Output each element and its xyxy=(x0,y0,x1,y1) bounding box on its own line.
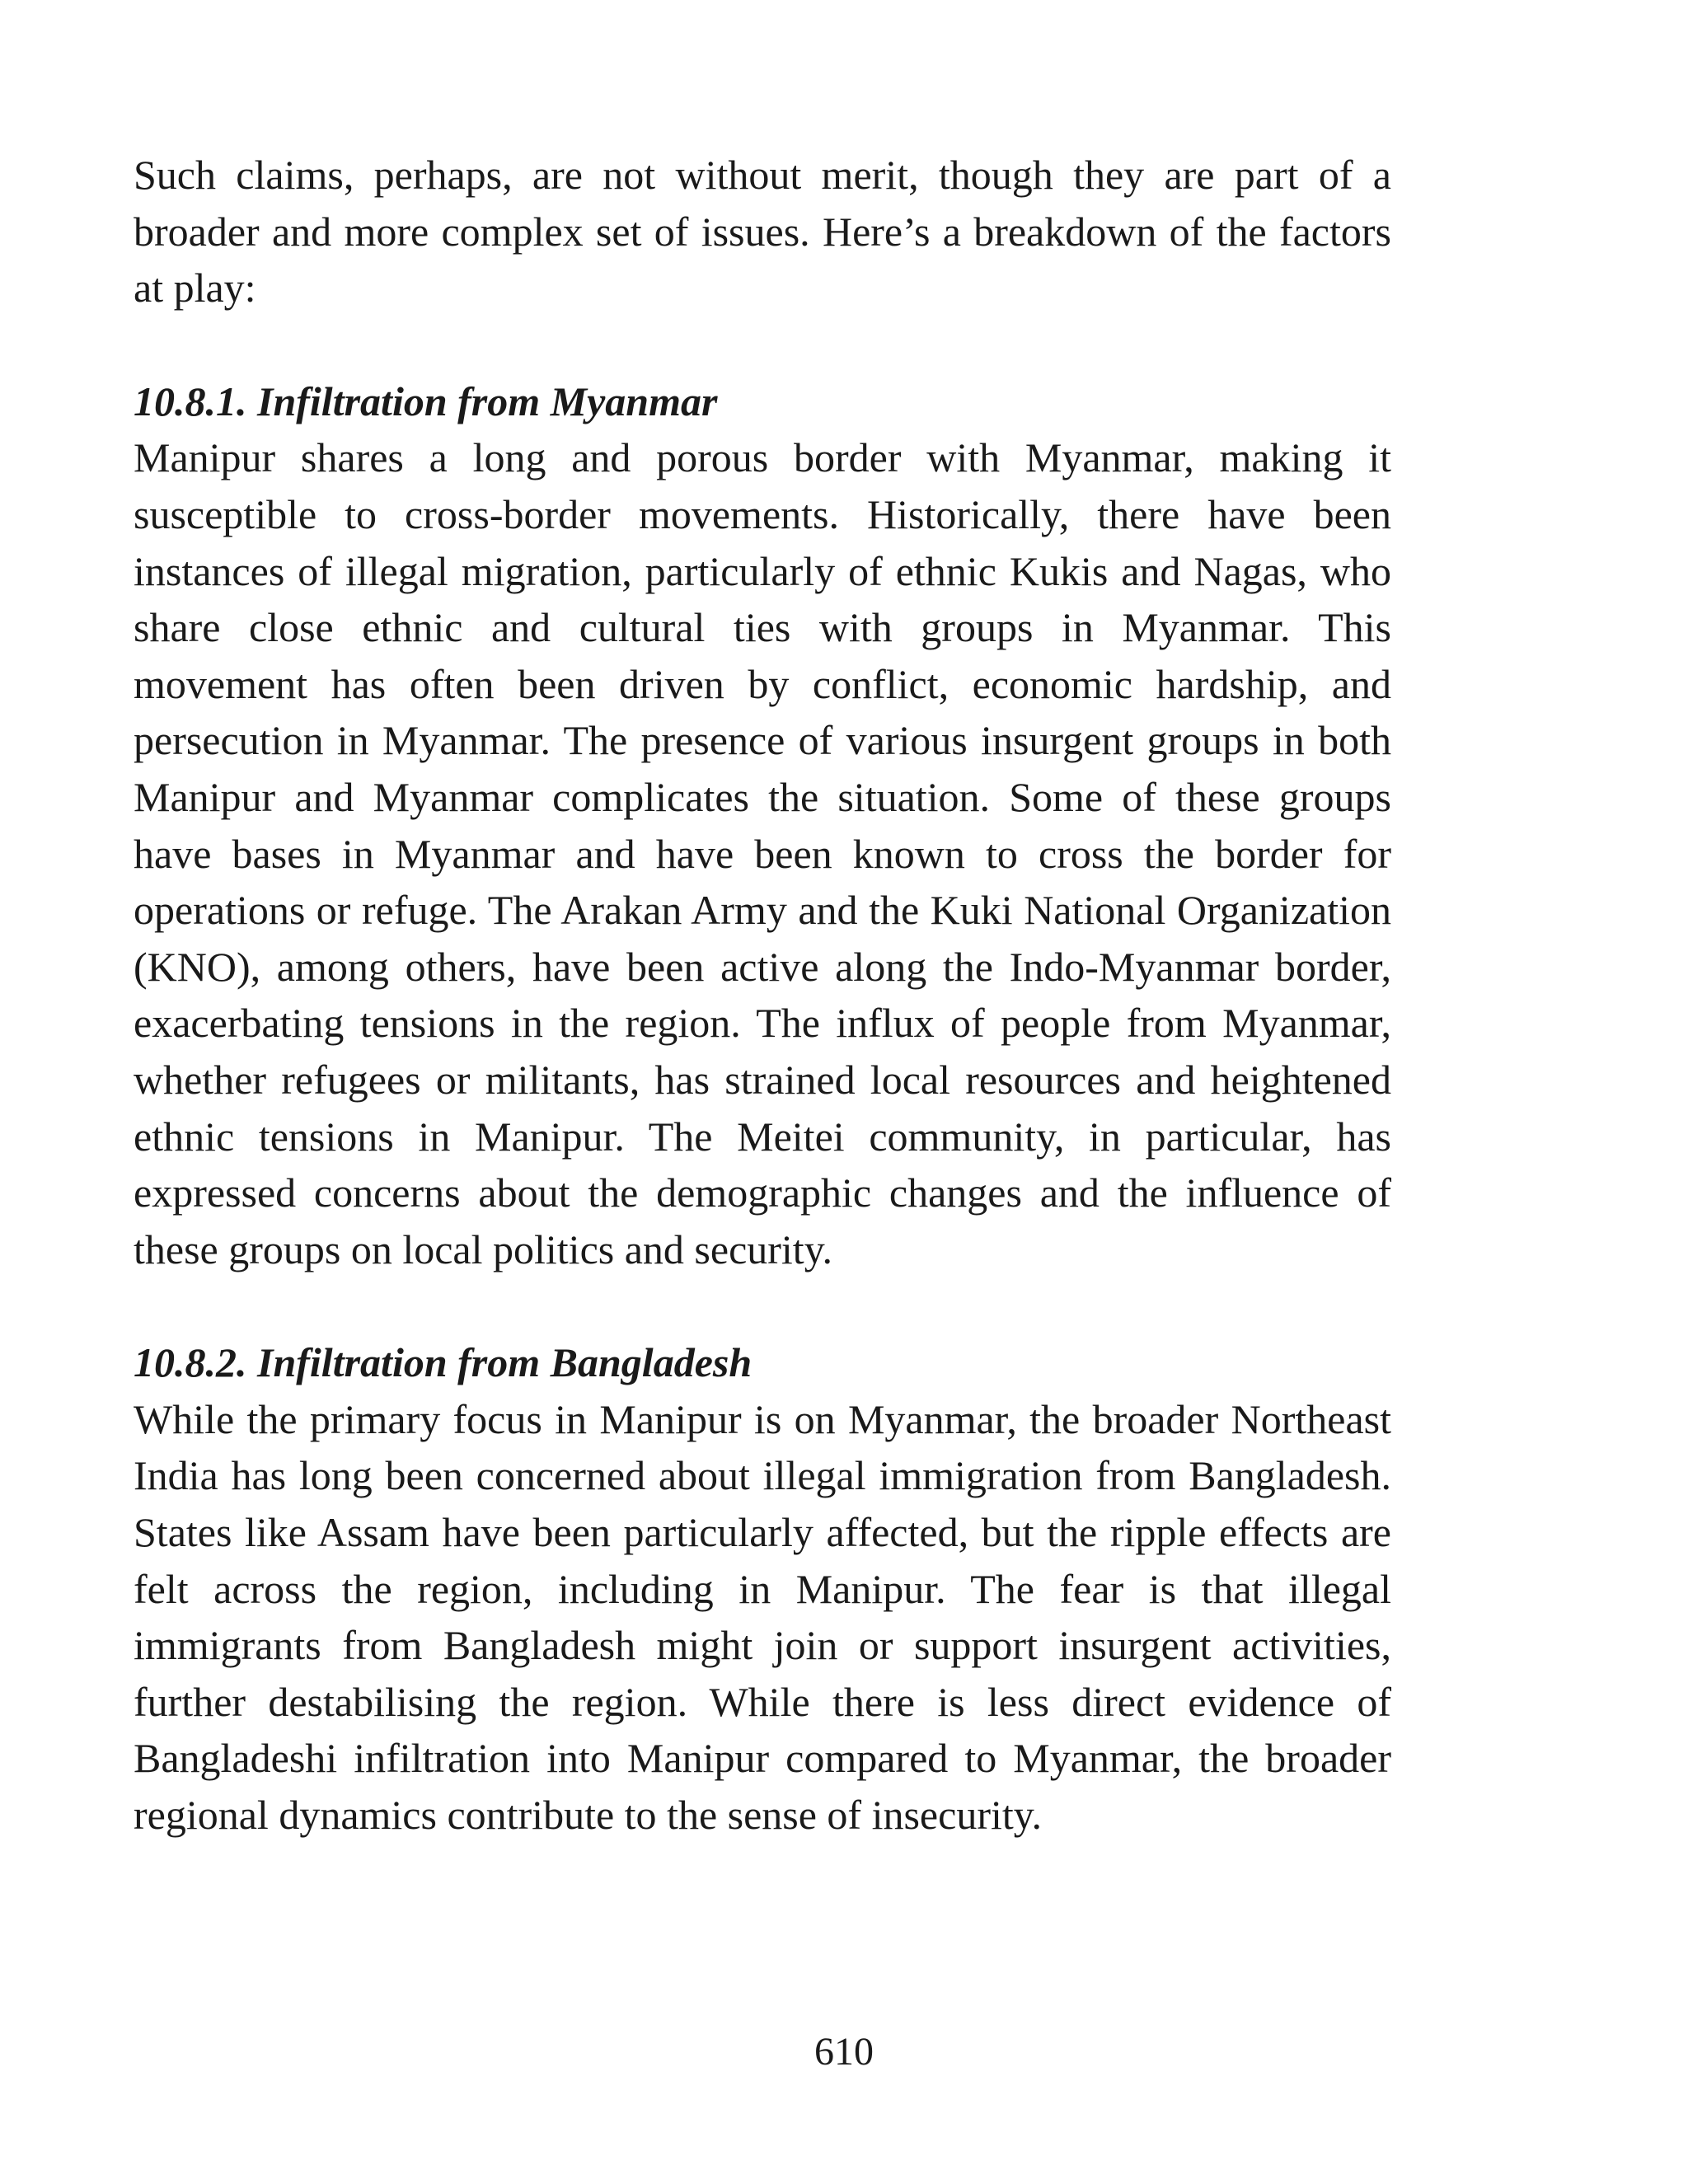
section-heading: 10.8.2. Infiltration from Bangladesh xyxy=(134,1339,753,1386)
spacer xyxy=(134,316,1391,373)
page-number: 610 xyxy=(814,2030,874,2074)
intro-paragraph: Such claims, perhaps, are not without merit, though they are part of a broader and more complex set of issues. Here’s a breakdown of the factors at play: xyxy=(134,152,1391,312)
spacer xyxy=(134,1277,1391,1334)
section-heading: 10.8.1. Infiltration from Myanmar xyxy=(134,377,718,424)
section-paragraph: While the primary focus in Manipur is on Myanmar, the broader Northeast India has long been concerned about illegal immigration from Bangladesh. States like Assam have been particularly affected, but the ripple effects are felt across the region, including in Manipur. The fear is that illegal immigrants from Bangladesh might join or support insurgent activities, further destabilising the region. While there is less direct evidence of Bangladeshi infiltration into Manipur compared to Myanmar, the broader regional dynamics contribute to the sense of insecurity. xyxy=(134,1395,1391,1839)
page-content xyxy=(134,147,1391,1844)
section-paragraph: Manipur shares a long and porous border with Myanmar, making it susceptible to cross-border movements. Historically, there have been instances of illegal migration, particularly of ethnic Kukis and Nagas, who share close ethnic and cultural ties with groups in Myanmar. This movement has often been driven by conflict, economic hardship, and persecution in Myanmar. The presence of various insurgent groups in both Manipur and Myanmar complicates the situation. Some of these groups have bases in Myanmar and have been known to cross the border for operations or refuge. The Arakan Army and the Kuki National Organization (KNO), among others, have been active along the Indo-Myanmar border, exacerbating tensions in the region. The influx of people from Myanmar, whether refugees or militants, has strained local resources and heightened ethnic tensions in Manipur. The Meitei community, in particular, has expressed concerns about the demographic changes and the influence of these groups on local politics and security. xyxy=(134,434,1391,1272)
